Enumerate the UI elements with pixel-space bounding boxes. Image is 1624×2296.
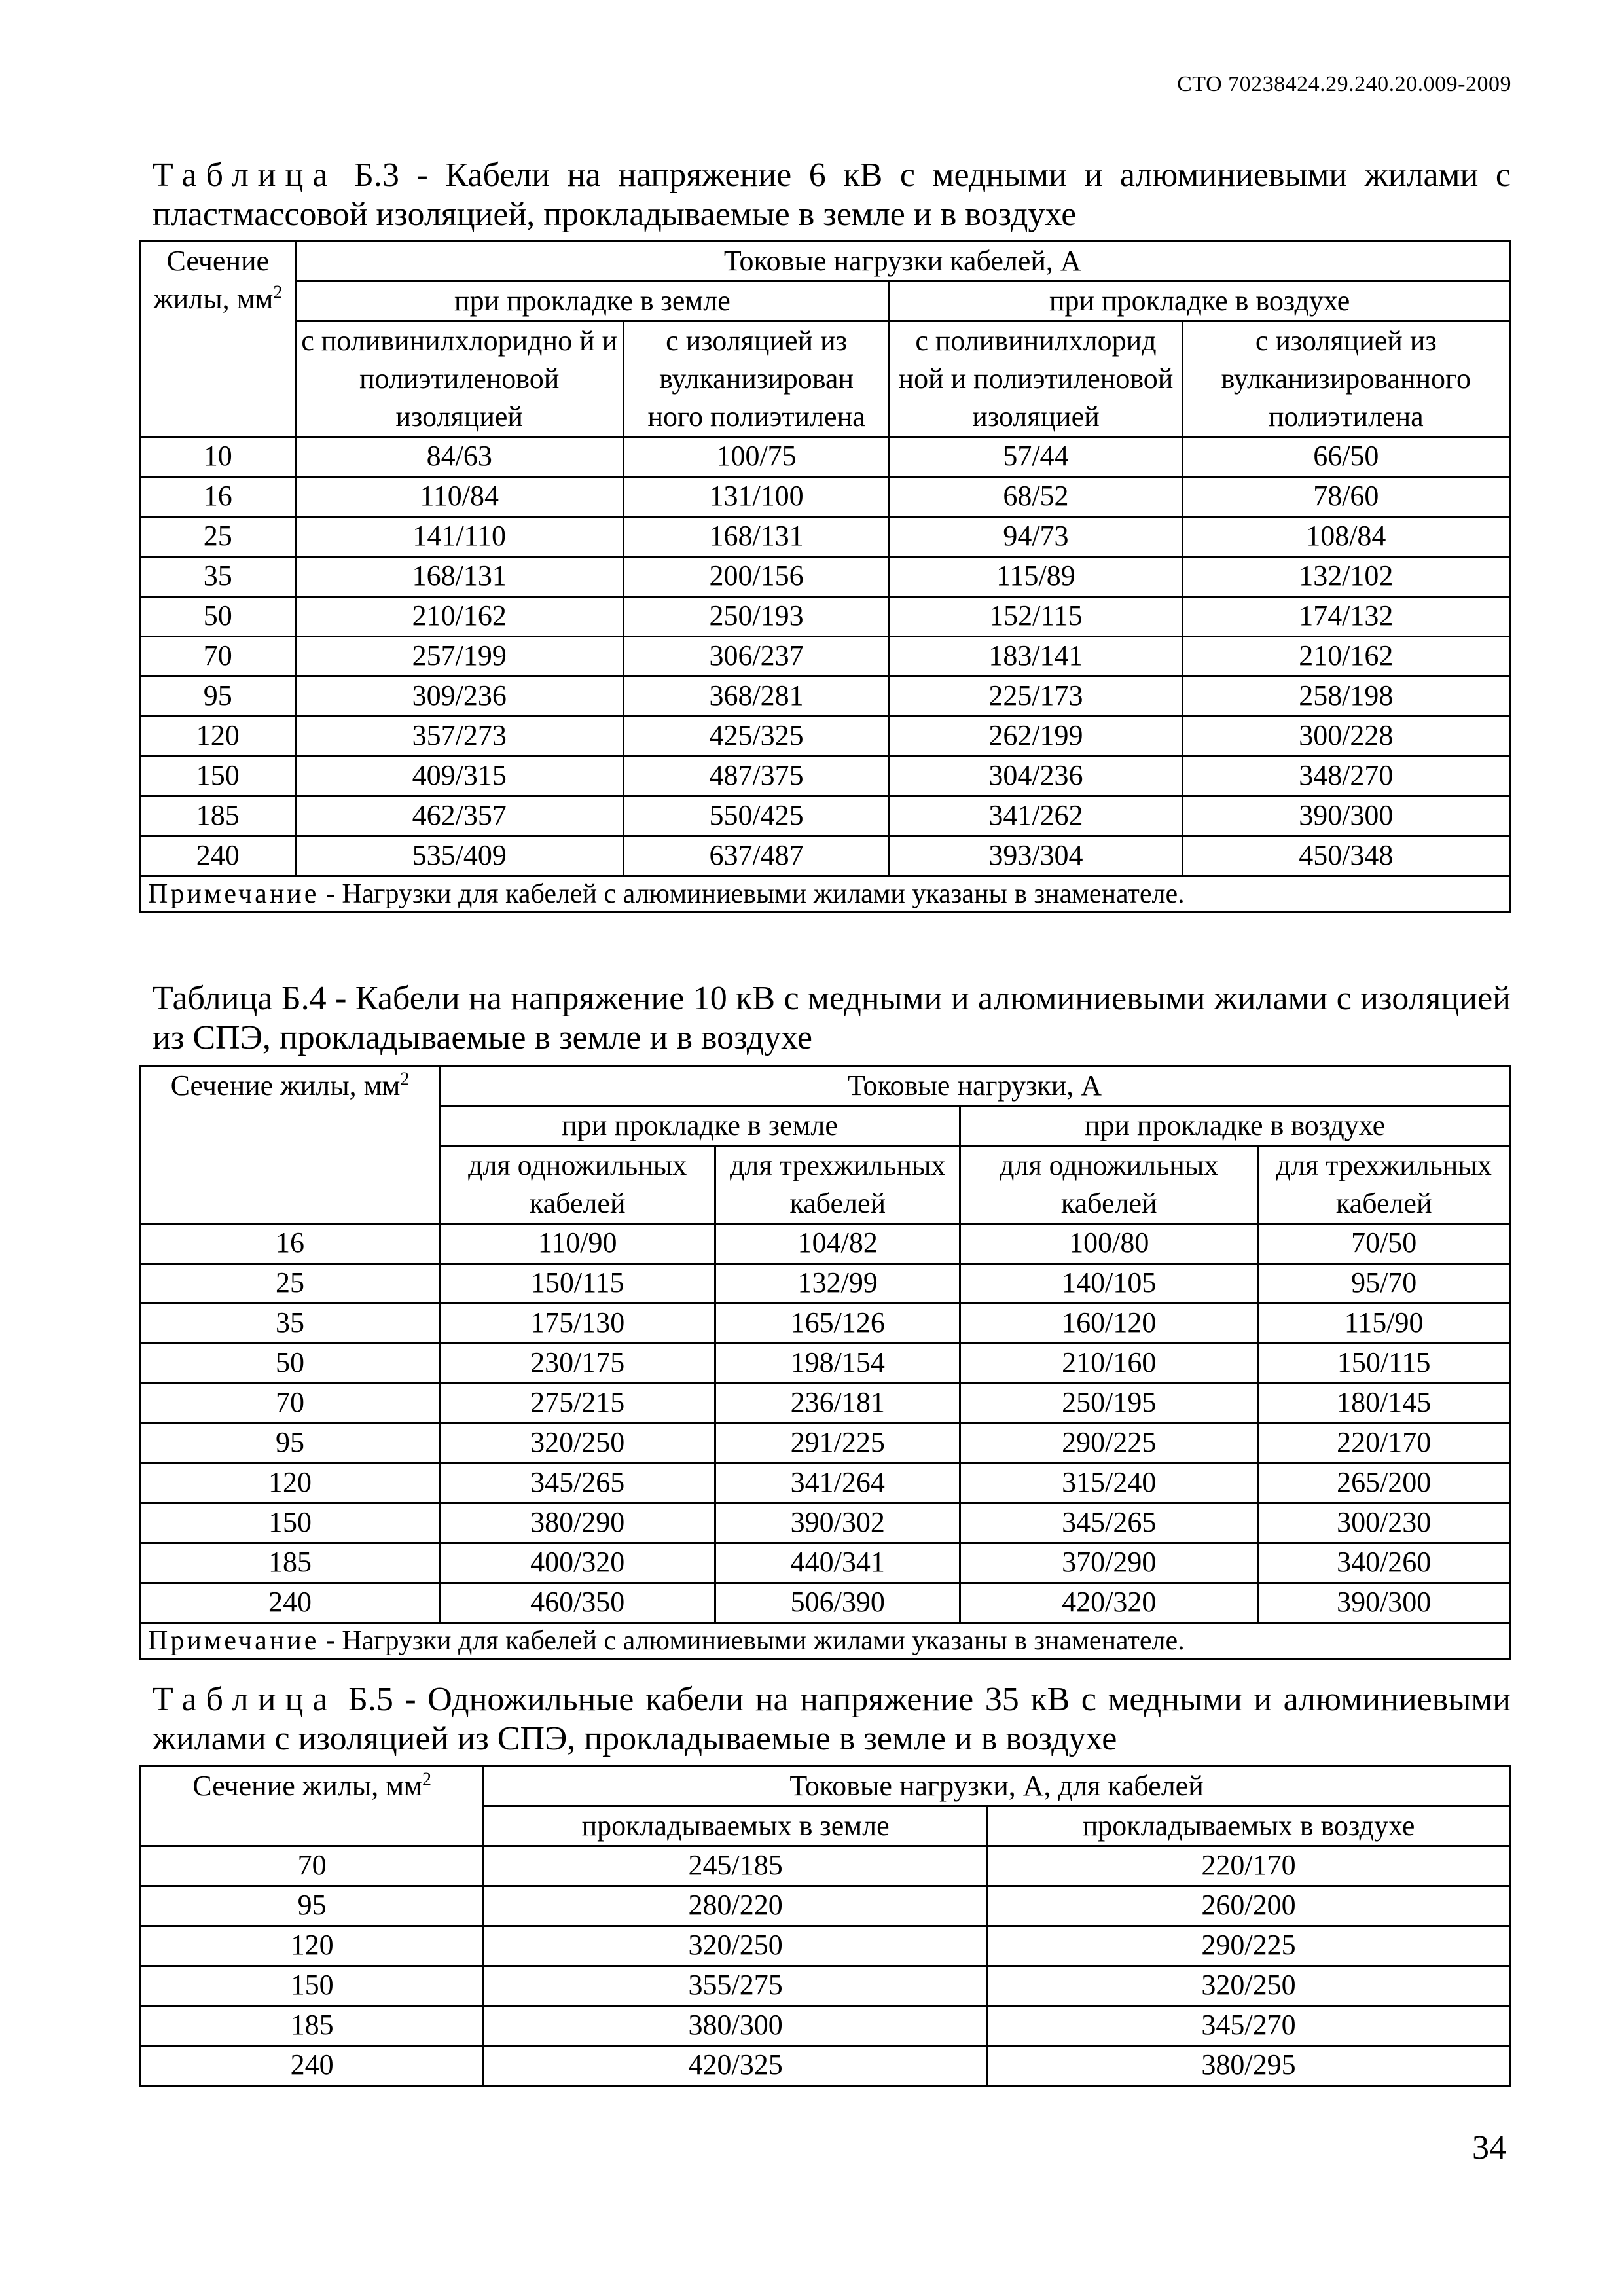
section-cell: 35 [141, 557, 296, 597]
table-row [141, 677, 1510, 717]
section-cell: 35 [141, 1304, 440, 1344]
table-b4-body [141, 1224, 1510, 1623]
section-cell: 95 [141, 677, 296, 717]
table-row [141, 1344, 1510, 1384]
load-cell: 200/156 [623, 557, 889, 597]
load-cell: 506/390 [715, 1583, 960, 1623]
load-cell: 380/300 [484, 2006, 988, 2046]
load-cell: 174/132 [1182, 597, 1509, 637]
table-b4-air-header: при прокладке в воздухе [960, 1106, 1510, 1146]
load-cell: 306/237 [623, 637, 889, 677]
load-cell: 180/145 [1258, 1384, 1510, 1424]
table-b3-ground-header: при прокладке в земле [295, 281, 890, 321]
load-cell: 390/302 [715, 1503, 960, 1543]
section-cell: 95 [141, 1886, 484, 1926]
load-cell: 165/126 [715, 1304, 960, 1344]
table-b4-col-triple-ground: для трехжильных кабелей [715, 1146, 960, 1224]
section-cell: 50 [141, 597, 296, 637]
table-row [141, 1424, 1510, 1463]
load-cell: 345/265 [439, 1463, 715, 1503]
load-cell: 220/170 [988, 1846, 1510, 1886]
load-cell: 637/487 [623, 836, 889, 876]
load-cell: 487/375 [623, 757, 889, 797]
table-b5-caption-lead: Таблица [153, 1681, 337, 1718]
load-cell: 95/70 [1258, 1264, 1510, 1304]
load-cell: 210/160 [960, 1344, 1258, 1384]
table-b4-col-triple-air: для трехжильных кабелей [1258, 1146, 1510, 1224]
load-cell: 304/236 [890, 757, 1182, 797]
load-cell: 168/131 [295, 557, 623, 597]
table-row [141, 1264, 1510, 1304]
table-row [141, 1463, 1510, 1503]
load-cell: 183/141 [890, 637, 1182, 677]
load-cell: 309/236 [295, 677, 623, 717]
section-cell: 240 [141, 2046, 484, 2086]
section-cell: 50 [141, 1344, 440, 1384]
load-cell: 275/215 [439, 1384, 715, 1424]
load-cell: 84/63 [295, 437, 623, 477]
load-cell: 368/281 [623, 677, 889, 717]
table-b3-col-pvc-air: с поливинилхлорид ной и полиэтиленовой изоляцией [890, 321, 1182, 437]
section-cell: 240 [141, 836, 296, 876]
load-cell: 300/230 [1258, 1503, 1510, 1543]
table-b3-group-header: Токовые нагрузки кабелей, А [295, 242, 1509, 281]
load-cell: 141/110 [295, 517, 623, 557]
load-cell: 132/102 [1182, 557, 1509, 597]
section-cell: 16 [141, 477, 296, 517]
table-b5-ground-header: прокладываемых в земле [484, 1806, 988, 1846]
load-cell: 140/105 [960, 1264, 1258, 1304]
load-cell: 150/115 [1258, 1344, 1510, 1384]
table-b4-group-header: Токовые нагрузки, А [439, 1066, 1509, 1106]
table-b5-section-header: Сечение жилы, $мм^2$ [141, 1767, 484, 1846]
table-b3-section-header: Сечение жилы, $мм^2$ [141, 242, 296, 437]
load-cell: 535/409 [295, 836, 623, 876]
load-cell: 108/84 [1182, 517, 1509, 557]
table-row [141, 757, 1510, 797]
load-cell: 280/220 [484, 1886, 988, 1926]
load-cell: 300/228 [1182, 717, 1509, 757]
table-b4-note: Примечание - Нагрузки для кабелей с алюминиевыми жилами указаны в знаменателе. [141, 1623, 1510, 1659]
load-cell: 355/275 [484, 1966, 988, 2006]
load-cell: 210/162 [1182, 637, 1509, 677]
load-cell: 78/60 [1182, 477, 1509, 517]
load-cell: 320/250 [988, 1966, 1510, 2006]
section-cell: 185 [141, 797, 296, 836]
table-row [141, 477, 1510, 517]
table-row [141, 437, 1510, 477]
table-row [141, 797, 1510, 836]
section-cell: 95 [141, 1424, 440, 1463]
load-cell: 236/181 [715, 1384, 960, 1424]
load-cell: 348/270 [1182, 757, 1509, 797]
load-cell: 345/270 [988, 2006, 1510, 2046]
section-cell: 70 [141, 1384, 440, 1424]
load-cell: 94/73 [890, 517, 1182, 557]
load-cell: 400/320 [439, 1543, 715, 1583]
load-cell: 345/265 [960, 1503, 1258, 1543]
section-cell: 150 [141, 1503, 440, 1543]
table-b3-col-xlpe-ground: с изоляцией из вулканизирован ного полиэтилена [623, 321, 889, 437]
load-cell: 340/260 [1258, 1543, 1510, 1583]
load-cell: 460/350 [439, 1583, 715, 1623]
load-cell: 57/44 [890, 437, 1182, 477]
load-cell: 104/82 [715, 1224, 960, 1264]
load-cell: 440/341 [715, 1543, 960, 1583]
table-b3-caption [153, 156, 1511, 234]
table-b5-group-header: Токовые нагрузки, А, для кабелей [484, 1767, 1510, 1806]
load-cell: 390/300 [1182, 797, 1509, 836]
load-cell: 230/175 [439, 1344, 715, 1384]
load-cell: 260/200 [988, 1886, 1510, 1926]
load-cell: 100/80 [960, 1224, 1258, 1264]
table-row [141, 517, 1510, 557]
table-b3-caption-lead: Таблица [153, 156, 337, 194]
table-row [141, 1224, 1510, 1264]
load-cell: 66/50 [1182, 437, 1509, 477]
table-b5-caption-text: Б.5 - Одножильные кабели на напряжение 35 кВ с медными и алюминиевыми жилами с изоляцией из СПЭ, прокладываемые в земле и в воздухе [153, 1681, 1511, 1757]
load-cell: 262/199 [890, 717, 1182, 757]
load-cell: 210/162 [295, 597, 623, 637]
load-cell: 258/198 [1182, 677, 1509, 717]
table-row [141, 717, 1510, 757]
section-cell: 25 [141, 517, 296, 557]
load-cell: 225/173 [890, 677, 1182, 717]
table-row [141, 1846, 1510, 1886]
load-cell: 370/290 [960, 1543, 1258, 1583]
section-cell: 16 [141, 1224, 440, 1264]
table-row [141, 1966, 1510, 2006]
load-cell: 409/315 [295, 757, 623, 797]
load-cell: 132/99 [715, 1264, 960, 1304]
section-cell: 10 [141, 437, 296, 477]
table-b3 [139, 240, 1511, 913]
load-cell: 175/130 [439, 1304, 715, 1344]
load-cell: 68/52 [890, 477, 1182, 517]
section-cell: 120 [141, 1926, 484, 1966]
table-row [141, 637, 1510, 677]
table-row [141, 1384, 1510, 1424]
load-cell: 341/262 [890, 797, 1182, 836]
load-cell: 341/264 [715, 1463, 960, 1503]
section-cell: 150 [141, 1966, 484, 2006]
load-cell: 291/225 [715, 1424, 960, 1463]
load-cell: 250/195 [960, 1384, 1258, 1424]
load-cell: 115/89 [890, 557, 1182, 597]
page-number: 34 [1472, 2129, 1506, 2166]
table-b3-col-xlpe-air: с изоляцией из вулканизированного полиэтилена [1182, 321, 1509, 437]
section-cell: 150 [141, 757, 296, 797]
table-row [141, 1583, 1510, 1623]
load-cell: 393/304 [890, 836, 1182, 876]
table-row [141, 1886, 1510, 1926]
load-cell: 110/84 [295, 477, 623, 517]
table-b4-section-header: Сечение жилы, $мм^2$ [141, 1066, 440, 1224]
load-cell: 131/100 [623, 477, 889, 517]
section-cell: 25 [141, 1264, 440, 1304]
table-row [141, 597, 1510, 637]
load-cell: 152/115 [890, 597, 1182, 637]
section-cell: 185 [141, 2006, 484, 2046]
section-cell: 240 [141, 1583, 440, 1623]
table-b3-air-header: при прокладке в воздухе [890, 281, 1510, 321]
table-b4-caption: Таблица Б.4 - Кабели на напряжение 10 кВ с медными и алюминиевыми жилами с изоляцией из СПЭ, прокладываемые в земле и в воздухе [153, 980, 1511, 1056]
load-cell: 110/90 [439, 1224, 715, 1264]
table-b3-note: Примечание - Нагрузки для кабелей с алюминиевыми жилами указаны в знаменателе. [141, 876, 1510, 912]
load-cell: 70/50 [1258, 1224, 1510, 1264]
load-cell: 380/295 [988, 2046, 1510, 2086]
load-cell: 315/240 [960, 1463, 1258, 1503]
table-b4-col-single-air: для одножильных кабелей [960, 1146, 1258, 1224]
table-b5-air-header: прокладываемых в воздухе [988, 1806, 1510, 1846]
load-cell: 265/200 [1258, 1463, 1510, 1503]
load-cell: 550/425 [623, 797, 889, 836]
load-cell: 420/325 [484, 2046, 988, 2086]
load-cell: 320/250 [484, 1926, 988, 1966]
load-cell: 150/115 [439, 1264, 715, 1304]
table-b4 [139, 1065, 1511, 1660]
load-cell: 100/75 [623, 437, 889, 477]
load-cell: 357/273 [295, 717, 623, 757]
table-row [141, 1304, 1510, 1344]
table-b5-caption [153, 1680, 1511, 1759]
table-row [141, 836, 1510, 876]
load-cell: 168/131 [623, 517, 889, 557]
load-cell: 220/170 [1258, 1424, 1510, 1463]
table-b5 [139, 1765, 1511, 2087]
table-b4-col-single-ground: для одножильных кабелей [439, 1146, 715, 1224]
section-cell: 70 [141, 637, 296, 677]
table-b3-col-pvc-ground: с поливинилхлоридно й и полиэтиленовой изоляцией [295, 321, 623, 437]
section-cell: 120 [141, 717, 296, 757]
document-code: СТО 70238424.29.240.20.009-2009 [1177, 72, 1511, 96]
load-cell: 160/120 [960, 1304, 1258, 1344]
load-cell: 462/357 [295, 797, 623, 836]
load-cell: 290/225 [960, 1424, 1258, 1463]
section-cell: 70 [141, 1846, 484, 1886]
load-cell: 425/325 [623, 717, 889, 757]
load-cell: 245/185 [484, 1846, 988, 1886]
table-row [141, 1543, 1510, 1583]
table-b5-body [141, 1846, 1510, 2086]
load-cell: 250/193 [623, 597, 889, 637]
load-cell: 257/199 [295, 637, 623, 677]
load-cell: 390/300 [1258, 1583, 1510, 1623]
load-cell: 450/348 [1182, 836, 1509, 876]
table-row [141, 2046, 1510, 2086]
load-cell: 380/290 [439, 1503, 715, 1543]
table-b3-body [141, 437, 1510, 876]
table-row [141, 2006, 1510, 2046]
load-cell: 115/90 [1258, 1304, 1510, 1344]
table-row [141, 1926, 1510, 1966]
table-b3-caption-text: Б.3 - Кабели на напряжение 6 кВ с медными и алюминиевыми жилами с пластмассовой изоляцией, прокладываемые в земле и в воздухе [153, 156, 1511, 233]
load-cell: 420/320 [960, 1583, 1258, 1623]
load-cell: 290/225 [988, 1926, 1510, 1966]
load-cell: 198/154 [715, 1344, 960, 1384]
section-cell: 185 [141, 1543, 440, 1583]
table-row [141, 1503, 1510, 1543]
table-b4-ground-header: при прокладке в земле [439, 1106, 960, 1146]
section-cell: 120 [141, 1463, 440, 1503]
table-row [141, 557, 1510, 597]
load-cell: 320/250 [439, 1424, 715, 1463]
